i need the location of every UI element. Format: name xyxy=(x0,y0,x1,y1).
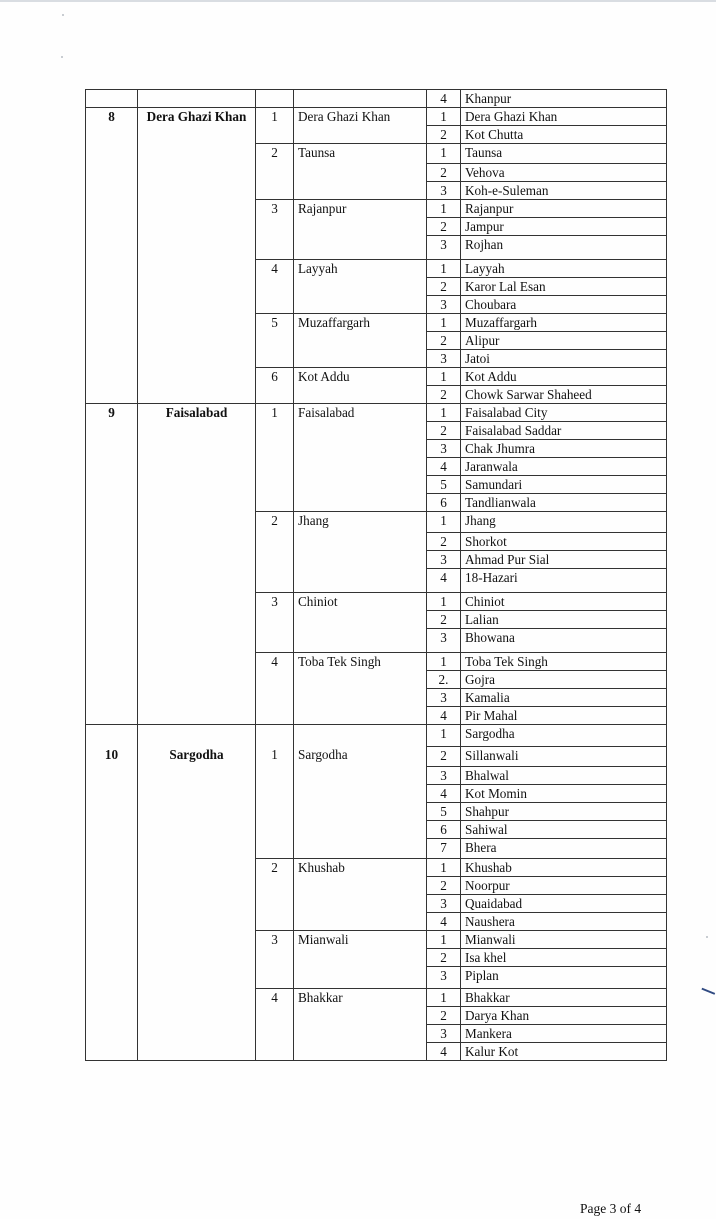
tehsil-number: 1 xyxy=(427,593,461,611)
tehsil-name: Jampur xyxy=(461,218,667,236)
district-name: Chiniot xyxy=(294,593,427,653)
tehsil-name: Sillanwali xyxy=(461,747,667,767)
tehsil-name: Faisalabad City xyxy=(461,404,667,422)
tehsil-number: 3 xyxy=(427,350,461,368)
scan-speck xyxy=(706,936,708,938)
tehsil-name: Khushab xyxy=(461,859,667,877)
tehsil-name: Mianwali xyxy=(461,931,667,949)
tehsil-number: 6 xyxy=(427,494,461,512)
division-number-cell xyxy=(86,90,138,108)
tehsil-number: 1 xyxy=(427,512,461,533)
tehsil-name: Choubara xyxy=(461,296,667,314)
tehsil-name: Kalur Kot xyxy=(461,1043,667,1061)
tehsil-number: 1 xyxy=(427,859,461,877)
tehsil-number: 3 xyxy=(427,689,461,707)
district-number: 2 xyxy=(256,144,294,200)
tehsil-name: Quaidabad xyxy=(461,895,667,913)
tehsil-name: Karor Lal Esan xyxy=(461,278,667,296)
tehsil-name: Naushera xyxy=(461,913,667,931)
district-name: Taunsa xyxy=(294,144,427,200)
tehsil-number: 3 xyxy=(427,895,461,913)
tehsil-number: 2 xyxy=(427,164,461,182)
tehsil-name: Mankera xyxy=(461,1025,667,1043)
tehsil-name: Shahpur xyxy=(461,803,667,821)
tehsil-name: Shorkot xyxy=(461,533,667,551)
tehsil-name: Gojra xyxy=(461,671,667,689)
administrative-units-table xyxy=(85,89,667,1061)
district-name-cell xyxy=(294,90,427,108)
district-name: Faisalabad xyxy=(294,404,427,512)
district-number: 2 xyxy=(256,512,294,593)
tehsil-number: 2. xyxy=(427,671,461,689)
tehsil-name: Kot Chutta xyxy=(461,126,667,144)
district-number: 1 xyxy=(256,108,294,144)
tehsil-name: Piplan xyxy=(461,967,667,989)
tehsil-name: Faisalabad Saddar xyxy=(461,422,667,440)
scan-speck xyxy=(61,56,63,58)
tehsil-number: 2 xyxy=(427,747,461,767)
tehsil-number: 2 xyxy=(427,533,461,551)
scan-speck xyxy=(62,14,64,16)
tehsil-name: Ahmad Pur Sial xyxy=(461,551,667,569)
table-row xyxy=(86,90,667,108)
tehsil-number: 2 xyxy=(427,422,461,440)
district-number: 4 xyxy=(256,260,294,314)
tehsil-number: 4 xyxy=(427,785,461,803)
tehsil-number: 2 xyxy=(427,332,461,350)
tehsil-number: 3 xyxy=(427,967,461,989)
tehsil-name: Samundari xyxy=(461,476,667,494)
tehsil-number: 6 xyxy=(427,821,461,839)
tehsil-name: Dera Ghazi Khan xyxy=(461,108,667,126)
tehsil-name: Khanpur xyxy=(461,90,667,108)
district-number-cell xyxy=(256,90,294,108)
tehsil-number: 2 xyxy=(427,611,461,629)
tehsil-number: 1 xyxy=(427,931,461,949)
district-number: 1 xyxy=(256,725,294,859)
district-name: Muzaffargarh xyxy=(294,314,427,368)
tehsil-number: 1 xyxy=(427,144,461,164)
division-name: Faisalabad xyxy=(138,404,256,725)
division-name: Sargodha xyxy=(138,725,256,1061)
district-number: 3 xyxy=(256,931,294,989)
tehsil-number: 3 xyxy=(427,296,461,314)
tehsil-number: 1 xyxy=(427,653,461,671)
tehsil-number: 4 xyxy=(427,90,461,108)
tehsil-name: Sahiwal xyxy=(461,821,667,839)
tehsil-name: Vehova xyxy=(461,164,667,182)
tehsil-name: Chowk Sarwar Shaheed xyxy=(461,386,667,404)
table-row xyxy=(86,725,667,747)
division-name: Dera Ghazi Khan xyxy=(138,108,256,404)
tehsil-number: 2 xyxy=(427,218,461,236)
division-number: 9 xyxy=(86,404,138,725)
district-name: Sargodha xyxy=(294,725,427,859)
tehsil-name: Jatoi xyxy=(461,350,667,368)
tehsil-number: 1 xyxy=(427,108,461,126)
tehsil-number: 3 xyxy=(427,551,461,569)
tehsil-number: 7 xyxy=(427,839,461,859)
tehsil-number: 3 xyxy=(427,767,461,785)
tehsil-number: 4 xyxy=(427,458,461,476)
table-body xyxy=(86,90,667,1061)
tehsil-name: Kot Addu xyxy=(461,368,667,386)
tehsil-name: Jhang xyxy=(461,512,667,533)
tehsil-number: 2 xyxy=(427,877,461,895)
tehsil-name: Koh-e-Suleman xyxy=(461,182,667,200)
tehsil-name: Sargodha xyxy=(461,725,667,747)
page-number: Page 3 of 4 xyxy=(580,1201,642,1216)
tehsil-name: Pir Mahal xyxy=(461,707,667,725)
tehsil-name: Rojhan xyxy=(461,236,667,260)
tehsil-name: Layyah xyxy=(461,260,667,278)
district-number: 1 xyxy=(256,404,294,512)
district-number: 5 xyxy=(256,314,294,368)
tehsil-number: 5 xyxy=(427,476,461,494)
tehsil-number: 3 xyxy=(427,629,461,653)
tehsil-name: Lalian xyxy=(461,611,667,629)
tehsil-number: 3 xyxy=(427,236,461,260)
tehsil-number: 4 xyxy=(427,913,461,931)
tehsil-name: Kamalia xyxy=(461,689,667,707)
district-name: Layyah xyxy=(294,260,427,314)
tehsil-number: 1 xyxy=(427,314,461,332)
district-name: Khushab xyxy=(294,859,427,931)
district-name: Dera Ghazi Khan xyxy=(294,108,427,144)
district-number: 4 xyxy=(256,653,294,725)
district-name: Mianwali xyxy=(294,931,427,989)
tehsil-number: 2 xyxy=(427,126,461,144)
pen-mark xyxy=(699,988,715,1002)
tehsil-number: 4 xyxy=(427,707,461,725)
district-name: Jhang xyxy=(294,512,427,593)
tehsil-number: 1 xyxy=(427,404,461,422)
tehsil-number: 4 xyxy=(427,1043,461,1061)
division-number: 10 xyxy=(86,725,138,1061)
table-row xyxy=(86,404,667,422)
tehsil-name: Bhakkar xyxy=(461,989,667,1007)
tehsil-number: 2 xyxy=(427,386,461,404)
tehsil-name: 18-Hazari xyxy=(461,569,667,593)
division-name-cell xyxy=(138,90,256,108)
tehsil-name: Isa khel xyxy=(461,949,667,967)
tehsil-name: Chak Jhumra xyxy=(461,440,667,458)
tehsil-number: 2 xyxy=(427,1007,461,1025)
tehsil-name: Noorpur xyxy=(461,877,667,895)
tehsil-number: 1 xyxy=(427,989,461,1007)
district-number: 2 xyxy=(256,859,294,931)
tehsil-number: 1 xyxy=(427,368,461,386)
district-number: 3 xyxy=(256,593,294,653)
tehsil-name: Darya Khan xyxy=(461,1007,667,1025)
tehsil-name: Kot Momin xyxy=(461,785,667,803)
tehsil-number: 1 xyxy=(427,260,461,278)
division-number: 8 xyxy=(86,108,138,404)
tehsil-number: 2 xyxy=(427,278,461,296)
district-number: 4 xyxy=(256,989,294,1061)
tehsil-name: Rajanpur xyxy=(461,200,667,218)
tehsil-name: Chiniot xyxy=(461,593,667,611)
district-name: Toba Tek Singh xyxy=(294,653,427,725)
district-name: Rajanpur xyxy=(294,200,427,260)
tehsil-name: Taunsa xyxy=(461,144,667,164)
tehsil-name: Bhera xyxy=(461,839,667,859)
tehsil-number: 2 xyxy=(427,949,461,967)
district-number: 3 xyxy=(256,200,294,260)
district-name: Kot Addu xyxy=(294,368,427,404)
tehsil-number: 3 xyxy=(427,1025,461,1043)
tehsil-name: Bhalwal xyxy=(461,767,667,785)
tehsil-name: Toba Tek Singh xyxy=(461,653,667,671)
tehsil-number: 4 xyxy=(427,569,461,593)
tehsil-name: Tandlianwala xyxy=(461,494,667,512)
scan-top-edge xyxy=(0,0,716,2)
tehsil-number: 1 xyxy=(427,725,461,747)
tehsil-number: 3 xyxy=(427,440,461,458)
table-row xyxy=(86,108,667,126)
tehsil-name: Jaranwala xyxy=(461,458,667,476)
tehsil-number: 1 xyxy=(427,200,461,218)
tehsil-name: Muzaffargarh xyxy=(461,314,667,332)
tehsil-name: Bhowana xyxy=(461,629,667,653)
tehsil-number: 5 xyxy=(427,803,461,821)
tehsil-name: Alipur xyxy=(461,332,667,350)
district-name: Bhakkar xyxy=(294,989,427,1061)
district-number: 6 xyxy=(256,368,294,404)
tehsil-number: 3 xyxy=(427,182,461,200)
